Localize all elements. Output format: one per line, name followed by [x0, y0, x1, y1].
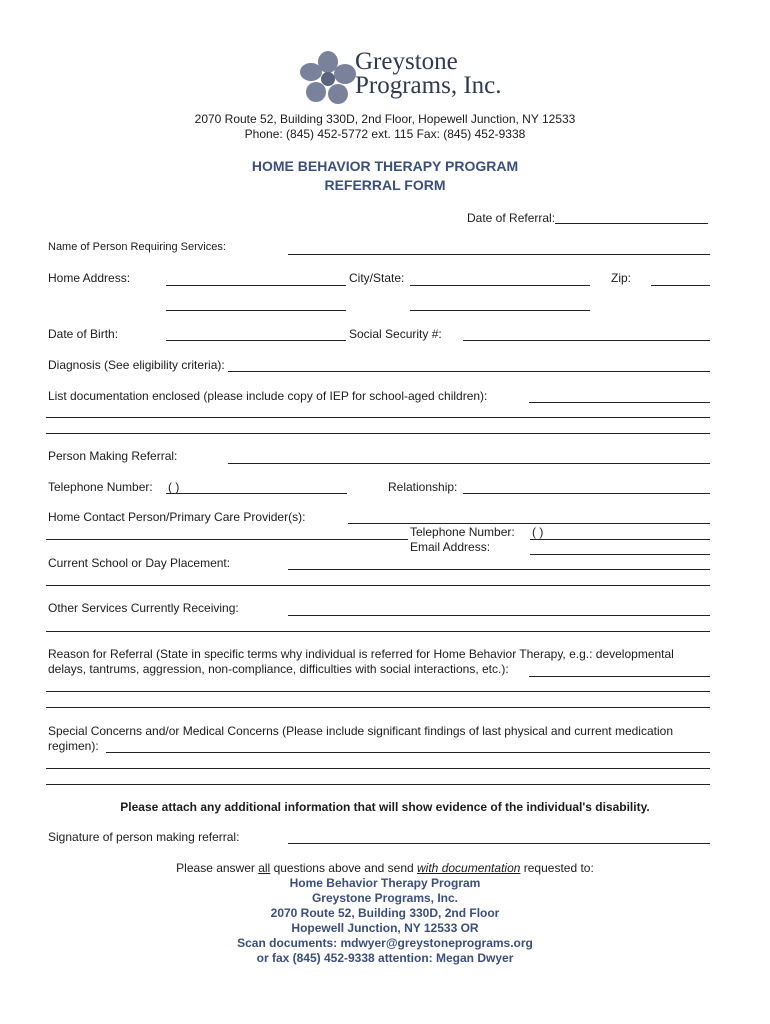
logo-line2: Programs, Inc.: [355, 72, 502, 99]
answer-mid: questions above and send: [270, 861, 418, 875]
reason-line-2[interactable]: [46, 691, 710, 692]
telephone2-label: Telephone Number:: [410, 525, 515, 539]
special-line-3[interactable]: [46, 784, 710, 785]
dob-field[interactable]: [166, 340, 346, 341]
logo-text: [355, 50, 502, 98]
ssn-field[interactable]: [463, 340, 710, 341]
signature-label: Signature of person making referral:: [48, 830, 240, 844]
person-referral-label: Person Making Referral:: [48, 449, 178, 463]
answer-pre: Please answer: [176, 861, 259, 875]
date-referral-field[interactable]: [555, 223, 708, 224]
flower-logo-icon: [298, 50, 358, 106]
answer-post: requested to:: [520, 861, 594, 875]
special-label-2: regimen):: [48, 739, 99, 753]
telephone2-field[interactable]: [530, 539, 710, 540]
footer-line-4: Hopewell Junction, NY 12533 OR: [291, 921, 479, 935]
header-address: 2070 Route 52, Building 330D, 2nd Floor, Hopewell Junction, NY 12533: [194, 112, 576, 126]
name-requiring-field[interactable]: [288, 254, 710, 255]
zip-label: Zip:: [611, 271, 632, 285]
home-contact-line-2[interactable]: [46, 539, 408, 540]
documentation-label: List documentation enclosed (please include copy of IEP for school-aged children):: [48, 389, 488, 403]
school-field[interactable]: [288, 569, 710, 570]
logo-line1: Greystone: [355, 48, 458, 75]
school-label: Current School or Day Placement:: [48, 556, 231, 570]
other-services-field[interactable]: [288, 615, 710, 616]
footer-line-1: Home Behavior Therapy Program: [289, 876, 481, 890]
person-referral-field[interactable]: [228, 463, 710, 464]
relationship-label: Relationship:: [388, 480, 458, 494]
signature-field[interactable]: [288, 843, 710, 844]
special-line-2[interactable]: [46, 768, 710, 769]
form-subtitle: REFERRAL FORM: [324, 177, 446, 193]
special-label-1: Special Concerns and/or Medical Concerns (Please include significant findings of last physical and current medication: [48, 724, 673, 738]
home-contact-field[interactable]: [348, 523, 710, 524]
answer-doc: with documentation: [417, 861, 521, 875]
telephone-field[interactable]: [166, 493, 347, 494]
name-requiring-label: Name of Person Requiring Services:: [48, 241, 226, 253]
ssn-label: Social Security #:: [349, 327, 442, 341]
documentation-field[interactable]: [529, 402, 710, 403]
answer-all: all: [258, 861, 271, 875]
other-services-label: Other Services Currently Receiving:: [48, 601, 239, 615]
footer-line-2: Greystone Programs, Inc.: [311, 891, 459, 905]
reason-field[interactable]: [529, 676, 710, 677]
documentation-line-3[interactable]: [46, 433, 710, 434]
home-address-field[interactable]: [166, 285, 346, 286]
email-label: Email Address:: [410, 540, 491, 554]
home-address-field-2[interactable]: [166, 310, 346, 311]
form-title: HOME BEHAVIOR THERAPY PROGRAM: [251, 158, 519, 174]
footer-line-6: or fax (845) 452-9338 attention: Megan Dwyer: [256, 951, 514, 965]
header-phone: Phone: (845) 452-5772 ext. 115 Fax: (845) 452-9338: [244, 127, 526, 141]
footer-line-3: 2070 Route 52, Building 330D, 2nd Floor: [270, 906, 500, 920]
special-field[interactable]: [106, 752, 710, 753]
school-line-2[interactable]: [46, 585, 710, 586]
home-address-label: Home Address:: [48, 271, 131, 285]
telephone-paren: ( ): [168, 480, 180, 494]
city-state-label: City/State:: [349, 271, 405, 285]
date-referral-label: Date of Referral:: [467, 211, 556, 225]
diagnosis-field[interactable]: [228, 371, 710, 372]
telephone-label: Telephone Number:: [48, 480, 153, 494]
relationship-field[interactable]: [463, 493, 710, 494]
documentation-line-2[interactable]: [46, 417, 710, 418]
zip-field[interactable]: [651, 285, 710, 286]
reason-label-1: Reason for Referral (State in specific terms why individual is referred for Home Behavior Therapy, e.g.: developmental: [48, 647, 674, 661]
email-field[interactable]: [530, 554, 710, 555]
reason-line-3[interactable]: [46, 707, 710, 708]
reason-label-2: delays, tantrums, aggression, non-compliance, difficulties with social interactions, etc.):: [48, 662, 509, 676]
dob-label: Date of Birth:: [48, 327, 119, 341]
home-contact-label: Home Contact Person/Primary Care Provider(s):: [48, 510, 306, 524]
attach-notice: Please attach any additional information that will show evidence of the individual's disability.: [120, 800, 650, 814]
city-state-field[interactable]: [410, 285, 590, 286]
city-state-field-2[interactable]: [410, 310, 590, 311]
other-services-line-2[interactable]: [46, 631, 710, 632]
footer-line-5: Scan documents: mdwyer@greystoneprograms.org: [237, 936, 533, 950]
answer-instruction: [0, 861, 770, 875]
diagnosis-label: Diagnosis (See eligibility criteria):: [48, 358, 225, 372]
telephone2-paren: ( ): [532, 525, 544, 539]
